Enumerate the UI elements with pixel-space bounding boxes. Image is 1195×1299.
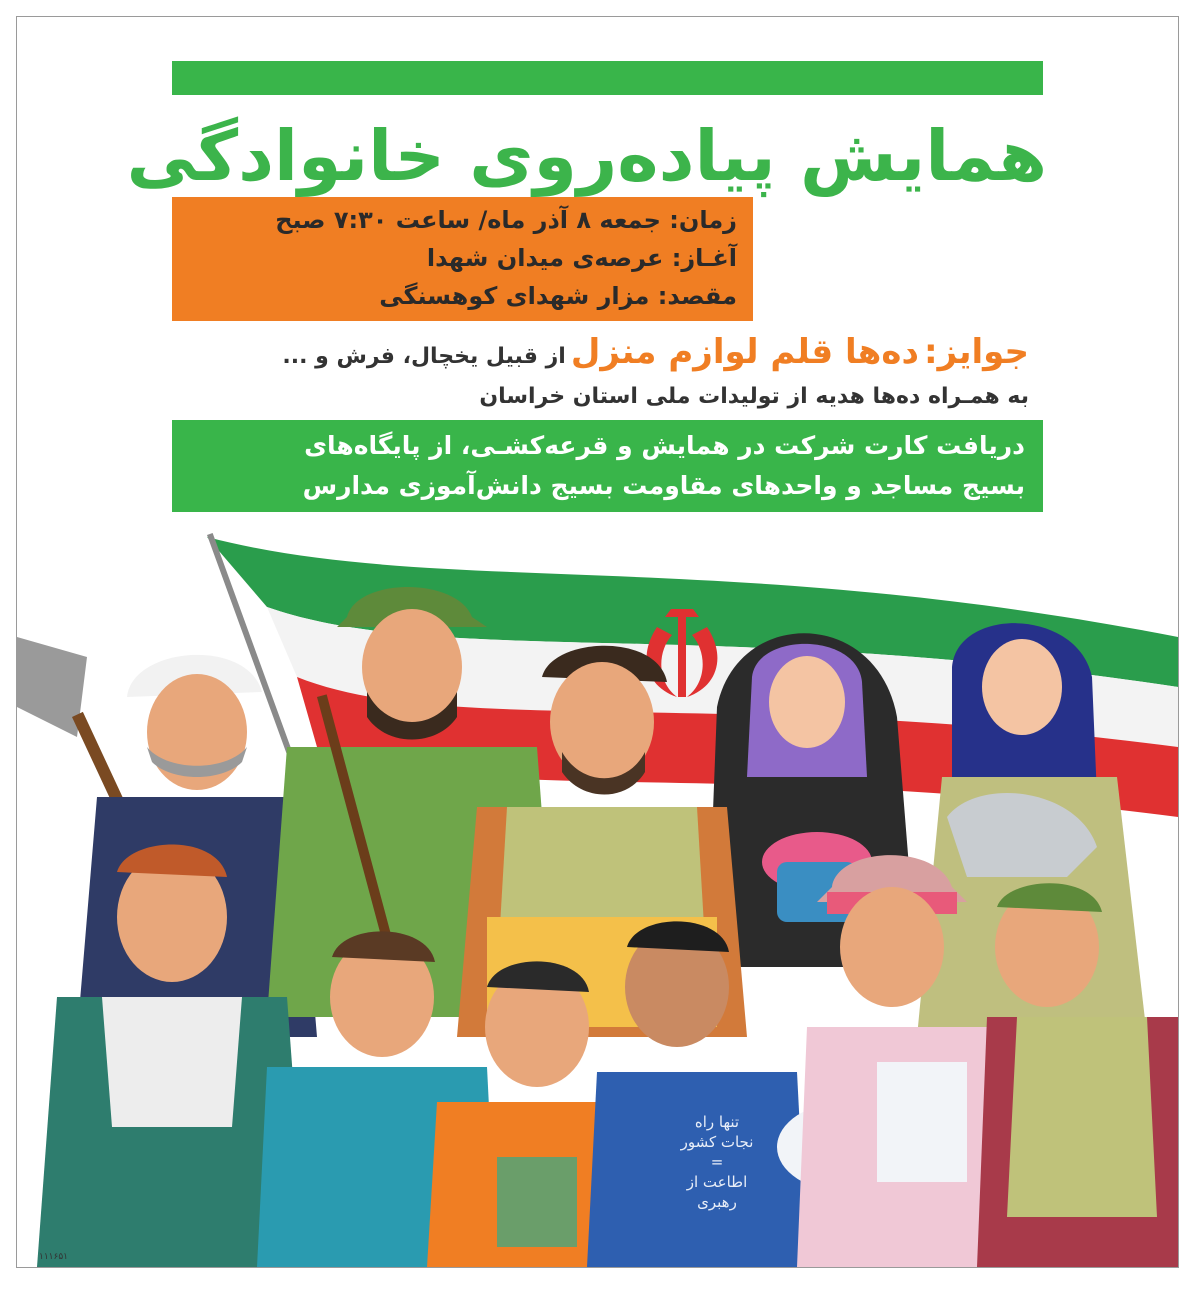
shirt-text-3: = [710,1153,724,1171]
prizes-rest: از قبیل یخچال، فرش و ... [282,344,566,369]
registration-box [172,420,1043,512]
event-destination: مقصد: مزار شهدای کوهسنگی [379,282,737,310]
registration-line-1: دریافت کارت شرکت در همایش و قرعه‌کشـی، از پایگاه‌های [304,431,1025,460]
poster-title: همایش پیاده‌روی خانوادگی [126,115,1047,197]
top-green-bar [172,61,1043,95]
people-illustration [17,517,1178,1267]
shirt-text-5: رهبری [697,1193,737,1211]
gifts-line: به همـراه ده‌ها هدیه از تولیدات ملی استان خراسان [479,384,1029,409]
shirt-text-1: تنها راه [694,1113,740,1131]
event-info-box [172,197,753,321]
corner-code: ۱۱۱۶۵۱ [39,1252,69,1262]
poster-frame [16,16,1179,1268]
prizes-highlight: ده‌ها قلم لوازم منزل [570,332,919,372]
prizes-line [177,329,1029,375]
registration-line-2: بسیج مساجد و واحدهای مقاومت بسیج دانش‌آموزی مدارس [302,471,1025,500]
prizes-label: جوایز: [924,332,1029,372]
event-start: آغـاز: عرصه‌ی میدان شهدا [426,244,737,272]
shirt-text-4: اطاعت از [686,1173,748,1191]
shirt-text-2: نجات کشور [680,1133,754,1151]
event-time: زمان: جمعه ۸ آذر ماه/ ساعت ۷:۳۰ صبح [275,206,737,234]
